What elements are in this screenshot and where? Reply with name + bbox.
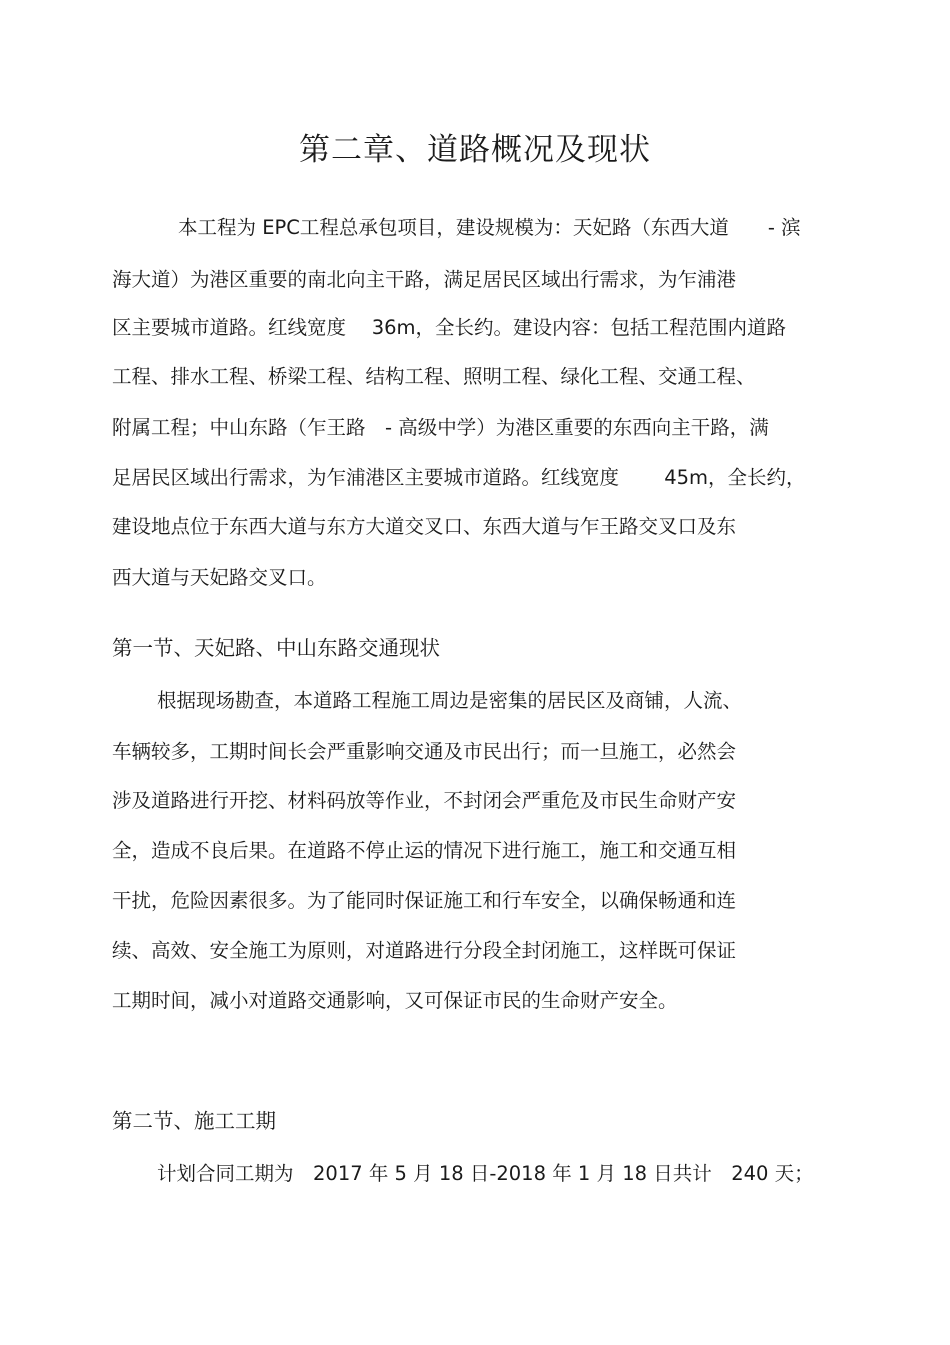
paragraph-line: 附属工程；中山东路（乍王路 - 高级中学）为港区重要的东西向主干路，满 xyxy=(112,416,769,439)
paragraph-line: 涉及道路进行开挖、材料码放等作业，不封闭会严重危及市民生命财产安 xyxy=(112,789,737,812)
paragraph-line: 本工程为 EPC工程总承包项目，建设规模为：天妃路（东西大道 - 滨 xyxy=(178,216,801,239)
paragraph-line: 工期时间，减小对道路交通影响，又可保证市民的生命财产安全。 xyxy=(112,989,678,1012)
paragraph-line: 海大道）为港区重要的南北向主干路，满足居民区域出行需求，为乍浦港 xyxy=(112,268,737,291)
paragraph-line: 区主要城市道路。红线宽度 36m，全长约。建设内容：包括工程范围内道路 xyxy=(112,316,787,339)
paragraph-line: 根据现场勘查，本道路工程施工周边是密集的居民区及商铺，人流、 xyxy=(157,689,743,712)
page-title: 第二章、道路概况及现状 xyxy=(299,132,651,168)
paragraph-line: 建设地点位于东西大道与东方大道交叉口、东西大道与乍王路交叉口及东 xyxy=(112,515,737,538)
paragraph-line: 干扰，危险因素很多。为了能同时保证施工和行车安全，以确保畅通和连 xyxy=(112,889,737,912)
paragraph-line: 车辆较多，工期时间长会严重影响交通及市民出行；而一旦施工，必然会 xyxy=(112,740,737,763)
paragraph-line: 足居民区域出行需求，为乍浦港区主要城市道路。红线宽度 45m，全长约， xyxy=(112,466,806,489)
paragraph-line: 计划合同工期为 2017 年 5 月 18 日-2018 年 1 月 18 日共计 240 天； xyxy=(157,1162,814,1185)
paragraph-line: 工程、排水工程、桥梁工程、结构工程、照明工程、绿化工程、交通工程、 xyxy=(112,365,756,388)
paragraph-line: 西大道与天妃路交叉口。 xyxy=(112,566,327,589)
paragraph-line: 全，造成不良后果。在道路不停止运的情况下进行施工，施工和交通互相 xyxy=(112,839,737,862)
section-heading-schedule: 第二节、施工工期 xyxy=(112,1109,276,1133)
section-heading-traffic-status: 第一节、天妃路、中山东路交通现状 xyxy=(112,636,440,660)
paragraph-line: 续、高效、安全施工为原则，对道路进行分段全封闭施工，这样既可保证 xyxy=(112,939,737,962)
